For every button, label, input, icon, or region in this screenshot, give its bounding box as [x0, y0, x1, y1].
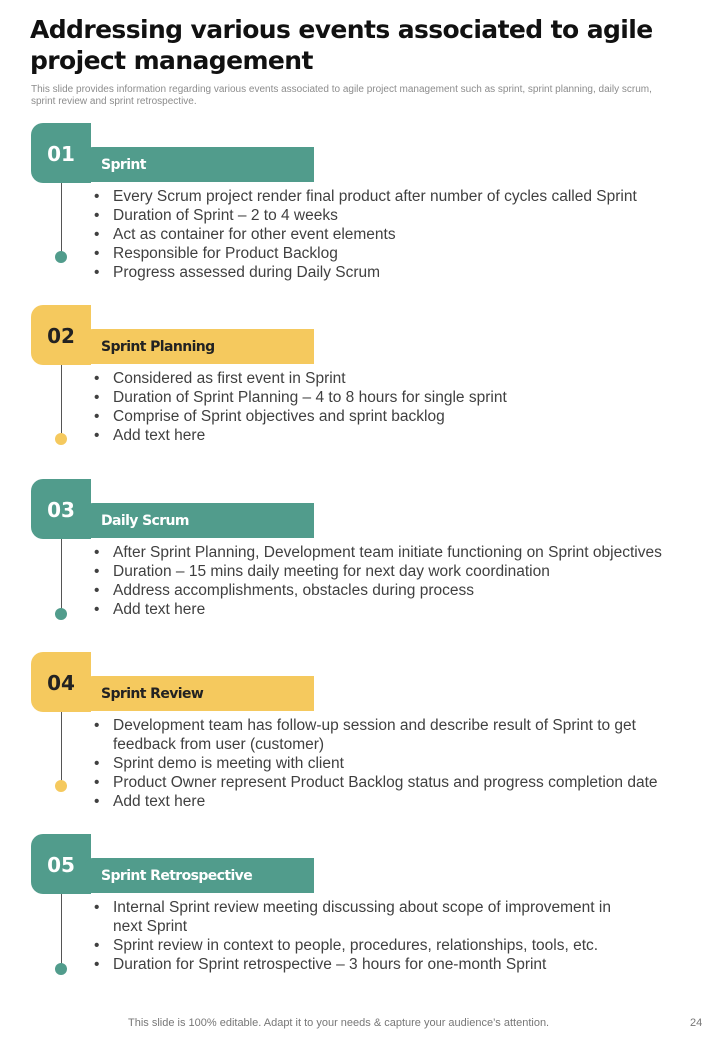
bullet-item: • Development team has follow-up session and describe result of Sprint to get feedback from user (customer): [94, 716, 674, 754]
section-label: Sprint Review: [85, 676, 314, 711]
bullet-item: • Duration of Sprint Planning – 4 to 8 hours for single sprint: [94, 388, 674, 407]
bullet-item: • Every Scrum project render final product after number of cycles called Sprint: [94, 187, 674, 206]
bullet-list: [94, 543, 704, 619]
bullet-item: • Act as container for other event elements: [94, 225, 674, 244]
section-label: Daily Scrum: [85, 503, 314, 538]
page-title: Addressing various events associated to agile project management: [30, 15, 653, 75]
bullet-item: • Sprint review in context to people, procedures, relationships, tools, etc.: [94, 936, 624, 955]
timeline-dot: [55, 963, 67, 975]
bullet-item: • Add text here: [94, 600, 704, 619]
timeline-line: [61, 365, 62, 435]
timeline-dot: [55, 780, 67, 792]
bullet-item: • Duration for Sprint retrospective – 3 hours for one-month Sprint: [94, 955, 624, 974]
bullet-item: • After Sprint Planning, Development team initiate functioning on Sprint objectives: [94, 543, 704, 562]
section-number-badge: 02: [31, 305, 91, 365]
footer-note: This slide is 100% editable. Adapt it to your needs & capture your audience’s attention.: [128, 1017, 550, 1029]
bullet-item: • Duration – 15 mins daily meeting for next day work coordination: [94, 562, 704, 581]
section-label: Sprint Retrospective: [85, 858, 314, 893]
timeline-line: [61, 894, 62, 966]
section-label: Sprint Planning: [85, 329, 314, 364]
bullet-item: • Add text here: [94, 792, 674, 811]
page-subtitle: This slide provides information regarding various events associated to agile project management such as sprint, sprint planning, daily scrum, sprint review and sprint retrospective.: [31, 84, 652, 107]
timeline-line: [61, 183, 62, 253]
timeline-line: [61, 712, 62, 782]
bullet-item: • Considered as first event in Sprint: [94, 369, 674, 388]
section-number-badge: 01: [31, 123, 91, 183]
section-number-badge: 03: [31, 479, 91, 539]
section-label: Sprint: [85, 147, 314, 182]
timeline-line: [61, 539, 62, 611]
bullet-item: • Progress assessed during Daily Scrum: [94, 263, 674, 282]
timeline-dot: [55, 251, 67, 263]
bullet-item: • Add text here: [94, 426, 674, 445]
bullet-item: • Sprint demo is meeting with client: [94, 754, 674, 773]
timeline-dot: [55, 433, 67, 445]
bullet-list: [94, 716, 674, 811]
timeline-dot: [55, 608, 67, 620]
bullet-list: [94, 187, 674, 282]
bullet-item: • Address accomplishments, obstacles during process: [94, 581, 704, 600]
bullet-list: [94, 369, 674, 445]
bullet-list: [94, 898, 624, 974]
page-number: 24: [690, 1017, 703, 1029]
bullet-item: • Internal Sprint review meeting discussing about scope of improvement in next Sprint: [94, 898, 624, 936]
bullet-item: • Comprise of Sprint objectives and sprint backlog: [94, 407, 674, 426]
bullet-item: • Duration of Sprint – 2 to 4 weeks: [94, 206, 674, 225]
bullet-item: • Product Owner represent Product Backlog status and progress completion date: [94, 773, 674, 792]
section-number-badge: 04: [31, 652, 91, 712]
section-number-badge: 05: [31, 834, 91, 894]
bullet-item: • Responsible for Product Backlog: [94, 244, 674, 263]
